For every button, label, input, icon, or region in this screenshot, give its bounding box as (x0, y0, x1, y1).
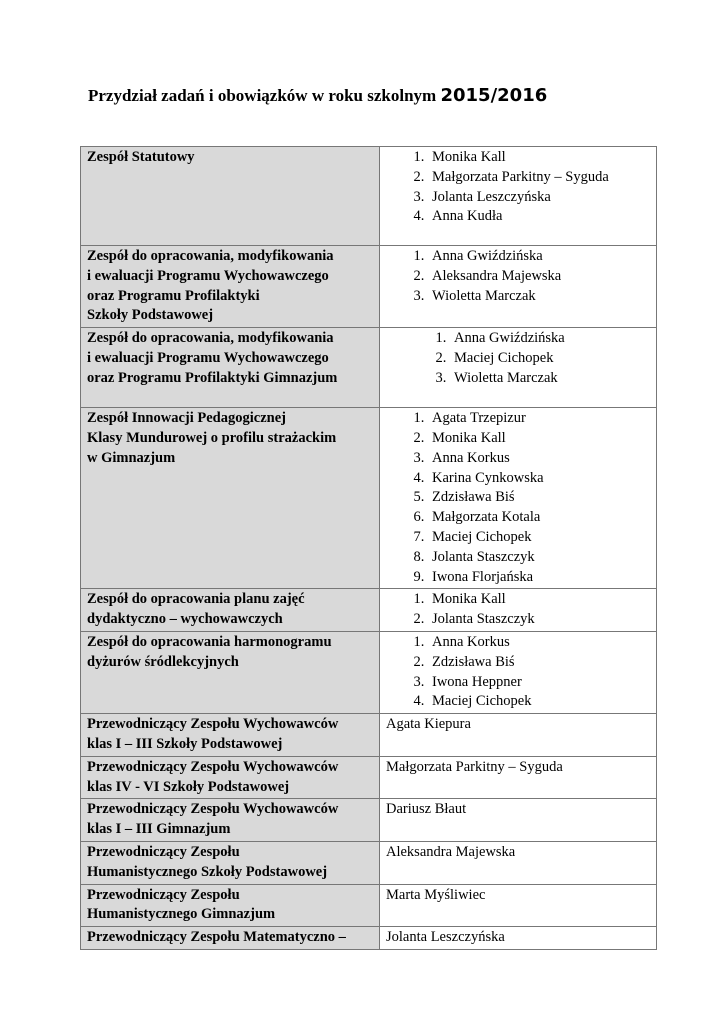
team-name: Przewodniczący Zespołu Humanistycznego Szkoły Podstawowej (81, 841, 380, 884)
list-item: 7. Maciej Cichopek (428, 528, 650, 548)
table-row (81, 884, 657, 927)
person-name: Dariusz Błaut (380, 799, 657, 842)
members-list (386, 590, 650, 630)
list-item: 3. Iwona Heppner (428, 673, 650, 693)
list-item: 4. Karina Cynkowska (428, 469, 650, 489)
table-row (81, 927, 657, 950)
table-row (81, 408, 657, 589)
members-cell (380, 589, 657, 632)
list-item: 1. Monika Kall (428, 590, 650, 610)
list-item: 2. Jolanta Staszczyk (428, 610, 650, 630)
list-item: 2. Aleksandra Majewska (428, 267, 650, 287)
list-item: 3. Jolanta Leszczyńska (428, 188, 650, 208)
list-item: 3. Anna Korkus (428, 449, 650, 469)
members-cell (380, 147, 657, 246)
list-item: 1. Anna Gwiździńska (428, 247, 650, 267)
members-cell (380, 328, 657, 408)
person-name: Agata Kiepura (380, 714, 657, 757)
list-item: 1. Agata Trzepizur (428, 409, 650, 429)
list-item: 9. Iwona Florjańska (428, 568, 650, 588)
team-name: Przewodniczący Zespołu Wychowawców klas I – III Gimnazjum (81, 799, 380, 842)
list-item: 2. Monika Kall (428, 429, 650, 449)
members-list (386, 409, 650, 587)
table-row (81, 631, 657, 713)
team-name: Przewodniczący Zespołu Wychowawców klas I – III Szkoły Podstawowej (81, 714, 380, 757)
members-cell (380, 246, 657, 328)
table-row (81, 246, 657, 328)
list-item: 3. Wioletta Marczak (450, 369, 650, 389)
members-cell (380, 631, 657, 713)
team-name: Zespół do opracowania, modyfikowania i ewaluacji Programu Wychowawczego oraz Programu Profilaktyki Szkoły Podstawowej (81, 246, 380, 328)
table-row (81, 756, 657, 799)
person-name: Aleksandra Majewska (380, 841, 657, 884)
list-item: 5. Zdzisława Biś (428, 488, 650, 508)
school-year: 2015/2016 (440, 85, 548, 106)
table-row (81, 714, 657, 757)
table-row (81, 328, 657, 408)
table-row (81, 841, 657, 884)
assignments-table (80, 146, 657, 950)
members-list (386, 329, 650, 388)
team-name: Przewodniczący Zespołu Matematyczno – (81, 927, 380, 950)
members-list (386, 247, 650, 306)
members-list (386, 148, 650, 227)
team-name: Przewodniczący Zespołu Humanistycznego Gimnazjum (81, 884, 380, 927)
table-row (81, 589, 657, 632)
list-item: 1. Anna Gwiździńska (450, 329, 650, 349)
title-text: Przydział zadań i obowiązków w roku szkolnym (88, 86, 441, 105)
list-item: 6. Małgorzata Kotala (428, 508, 650, 528)
members-list (386, 633, 650, 712)
list-item: 2. Maciej Cichopek (450, 349, 650, 369)
list-item: 3. Wioletta Marczak (428, 287, 650, 307)
person-name: Małgorzata Parkitny – Syguda (380, 756, 657, 799)
team-name: Przewodniczący Zespołu Wychowawców klas IV - VI Szkoły Podstawowej (81, 756, 380, 799)
list-item: 2. Małgorzata Parkitny – Syguda (428, 168, 650, 188)
team-name: Zespół Statutowy (81, 147, 380, 246)
table-row (81, 147, 657, 246)
members-cell (380, 408, 657, 589)
document-title (88, 85, 547, 106)
team-name: Zespół do opracowania harmonogramu dyżurów śródlekcyjnych (81, 631, 380, 713)
table-row (81, 799, 657, 842)
person-name: Marta Myśliwiec (380, 884, 657, 927)
list-item: 4. Maciej Cichopek (428, 692, 650, 712)
list-item: 8. Jolanta Staszczyk (428, 548, 650, 568)
team-name: Zespół do opracowania, modyfikowania i ewaluacji Programu Wychowawczego oraz Programu Profilaktyki Gimnazjum (81, 328, 380, 408)
list-item: 2. Zdzisława Biś (428, 653, 650, 673)
list-item: 4. Anna Kudła (428, 207, 650, 227)
list-item: 1. Monika Kall (428, 148, 650, 168)
person-name: Jolanta Leszczyńska (380, 927, 657, 950)
team-name: Zespół Innowacji Pedagogicznej Klasy Mundurowej o profilu strażackim w Gimnazjum (81, 408, 380, 589)
list-item: 1. Anna Korkus (428, 633, 650, 653)
team-name: Zespół do opracowania planu zajęć dydaktyczno – wychowawczych (81, 589, 380, 632)
